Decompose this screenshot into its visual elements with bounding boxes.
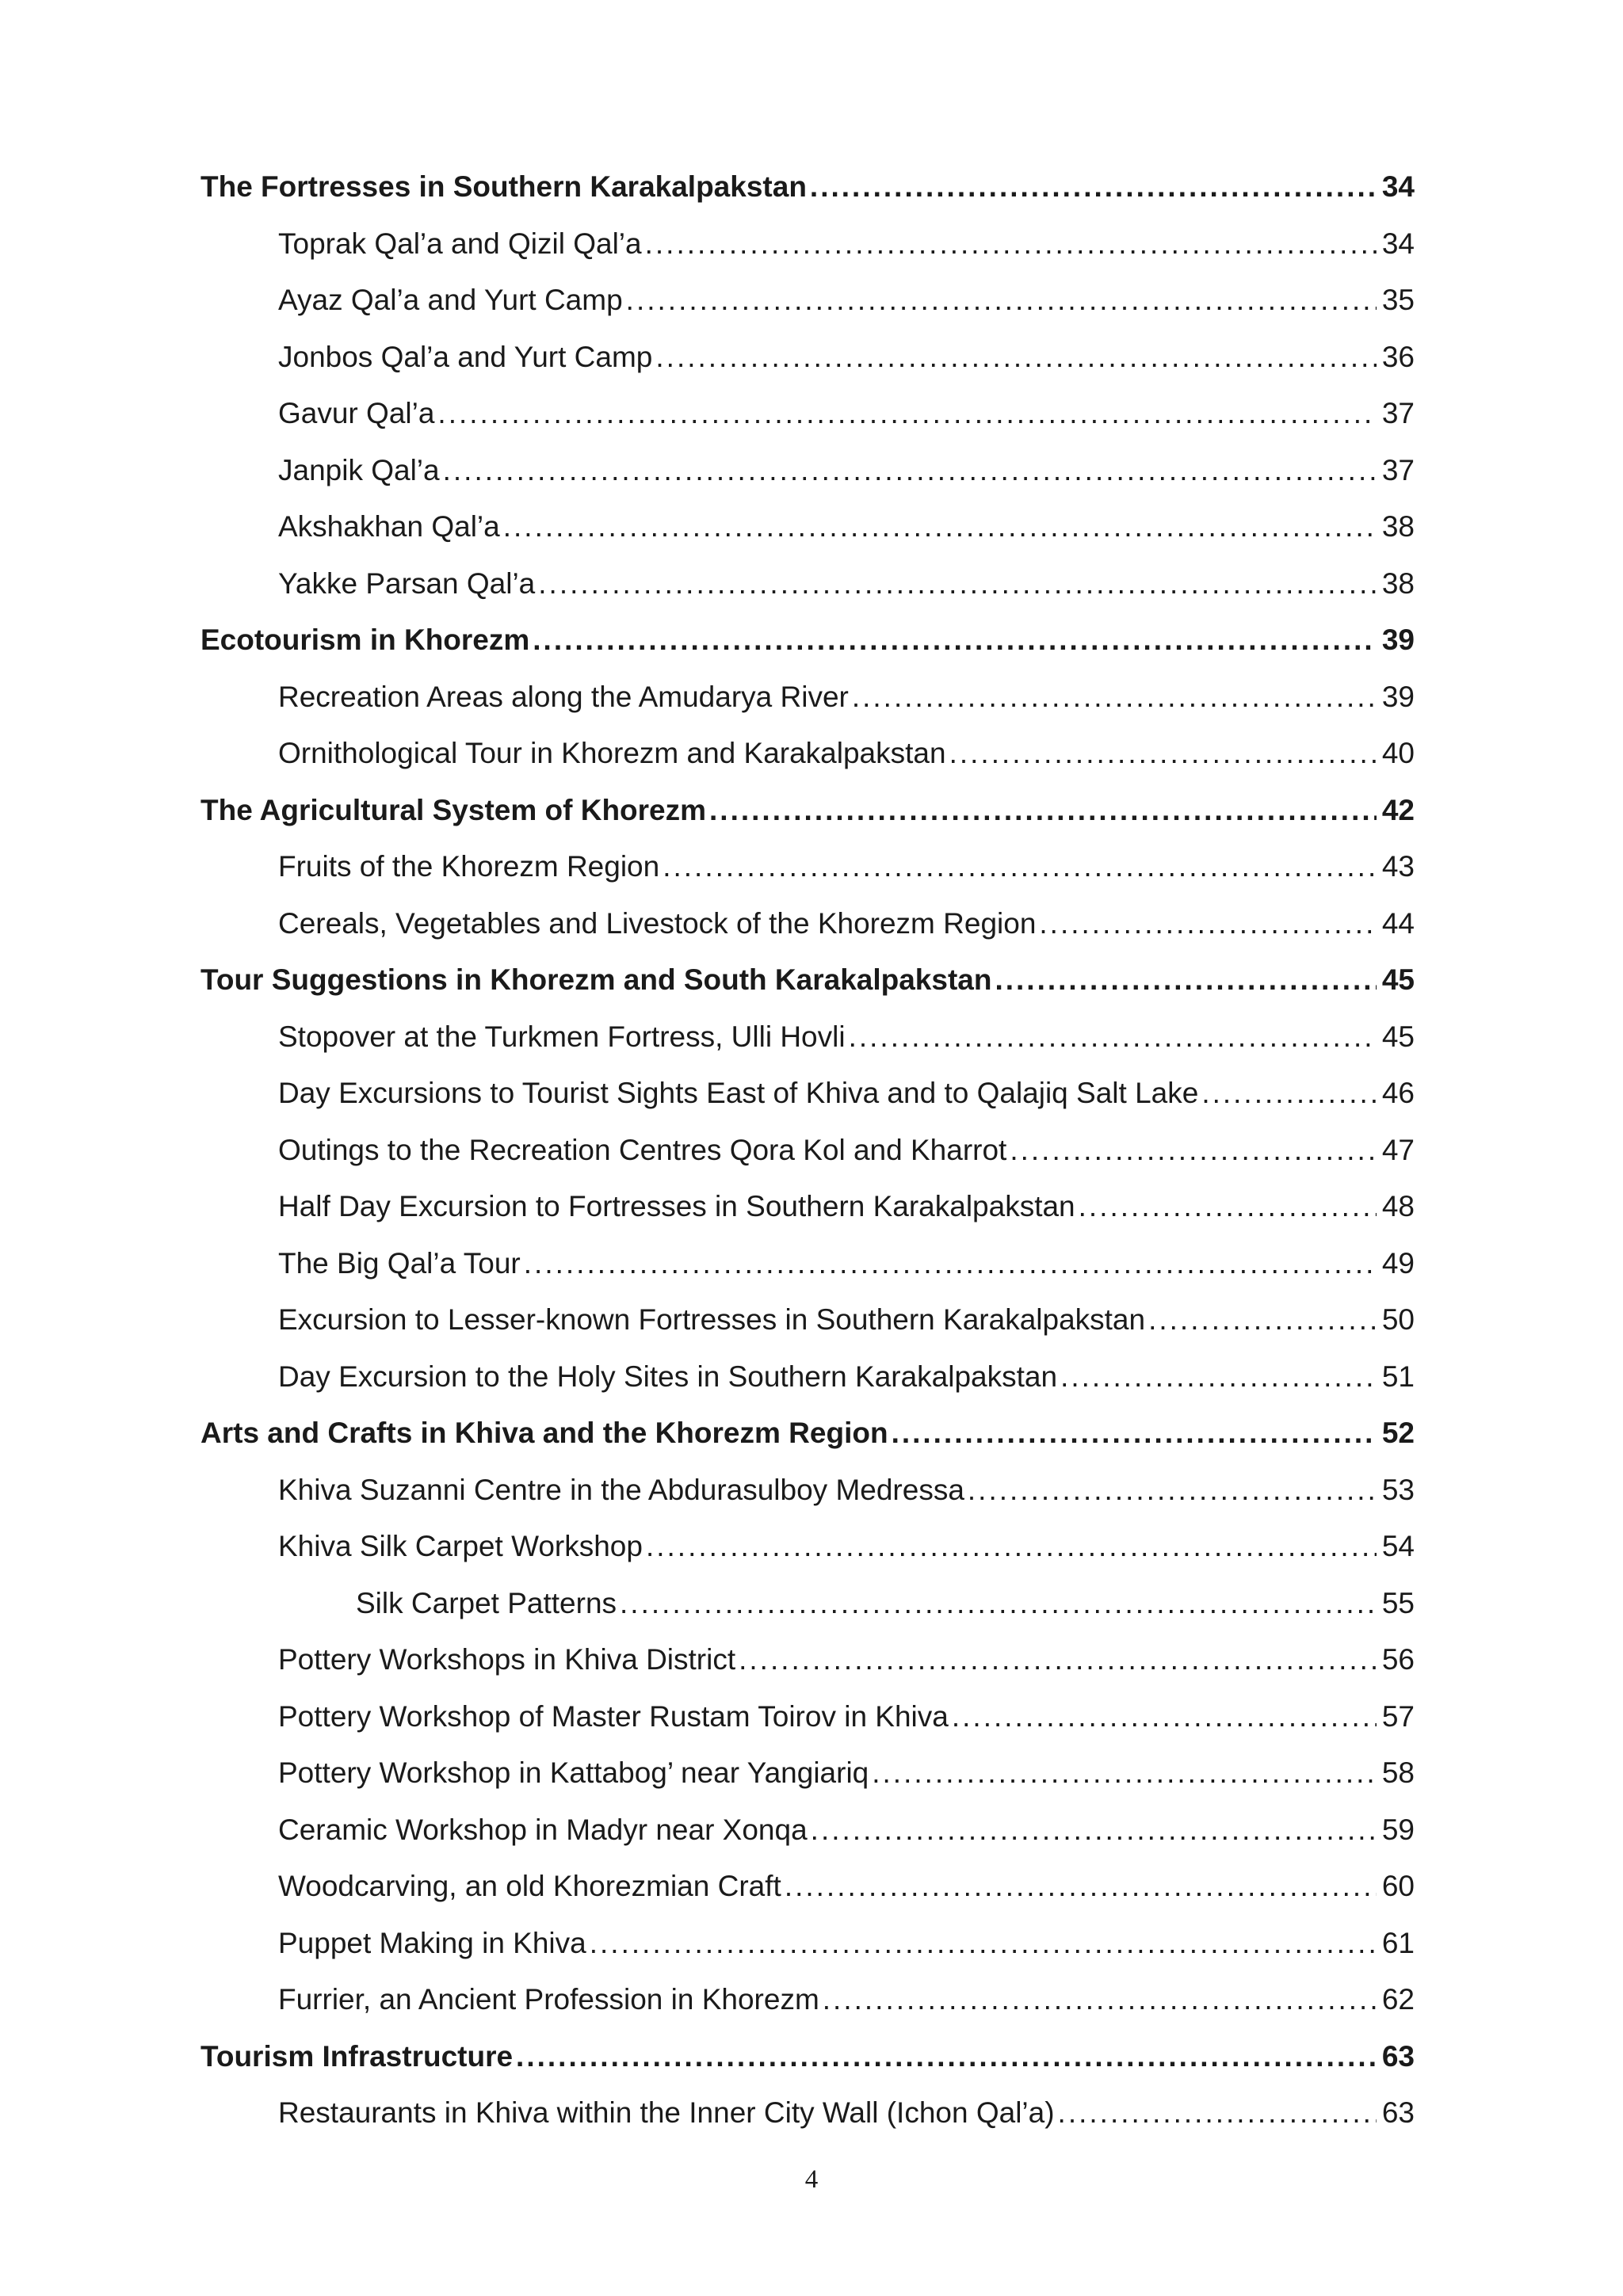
toc-dot-leader: [995, 952, 1377, 1009]
toc-dot-leader: [1060, 1348, 1377, 1405]
toc-subsection-entry: [200, 1858, 1415, 1915]
toc-entry-page: 60: [1381, 1870, 1415, 1902]
toc-entry-page: 49: [1381, 1246, 1415, 1280]
toc-entry-page: 45: [1381, 963, 1415, 996]
toc-subsection-entry: [200, 725, 1415, 782]
toc-entry-title: The Agricultural System of Khorezm: [200, 793, 707, 826]
toc-entry-page: 56: [1381, 1643, 1415, 1676]
toc-entry-title: Half Day Excursion to Fortresses in Southern Karakalpakstan: [278, 1190, 1075, 1222]
toc-entry-page: 43: [1381, 850, 1415, 883]
toc-section-entry: [200, 158, 1415, 215]
toc-subsection-entry: [200, 1122, 1415, 1179]
toc-entry-title: Outings to the Recreation Centres Qora Kol and Kharrot: [278, 1133, 1007, 1166]
toc-dot-leader: [1201, 1065, 1377, 1122]
toc-subsection-entry: [200, 895, 1415, 952]
toc-entry-title: Stopover at the Turkmen Fortress, Ulli Hovli: [278, 1020, 846, 1053]
toc-entry-page: 48: [1381, 1190, 1415, 1222]
toc-entry-page: 63: [1381, 2096, 1415, 2129]
toc-entry-page: 36: [1381, 340, 1415, 373]
toc-dot-leader: [663, 838, 1377, 895]
toc-subsection-entry: [200, 838, 1415, 895]
toc-entry-title: The Fortresses in Southern Karakalpakstan: [200, 170, 807, 203]
toc-dot-leader: [739, 1631, 1377, 1688]
toc-dot-leader: [1079, 1178, 1377, 1235]
toc-entry-page: 62: [1381, 1983, 1415, 2016]
toc-entry-title: Day Excursion to the Holy Sites in Southern Karakalpakstan: [278, 1360, 1058, 1393]
toc-entry-title: Tourism Infrastructure: [200, 2039, 514, 2073]
toc-section-entry: [200, 1405, 1415, 1462]
toc-dot-leader: [968, 1462, 1377, 1519]
toc-dot-leader: [823, 1971, 1377, 2028]
toc-subsection-entry: [200, 669, 1415, 726]
toc-entry-title: Akshakhan Qal’a: [278, 510, 500, 543]
toc-dot-leader: [620, 1575, 1377, 1632]
toc-entry-page: 35: [1381, 284, 1415, 316]
toc-entry-page: 38: [1381, 510, 1415, 543]
toc-subsection-entry: [200, 498, 1415, 555]
toc-entry-page: 34: [1381, 227, 1415, 260]
toc-dot-leader: [1010, 1122, 1377, 1179]
toc-entry-page: 44: [1381, 906, 1415, 940]
toc-subsection-entry: [200, 1291, 1415, 1348]
toc-entry-page: 52: [1381, 1417, 1415, 1449]
toc-entry-title: Silk Carpet Patterns: [356, 1586, 617, 1619]
toc-entry-title: Pottery Workshop in Kattabog’ near Yangiariq: [278, 1756, 869, 1789]
toc-subsection-entry: [200, 442, 1415, 499]
toc-dot-leader: [645, 215, 1377, 273]
toc-entry-page: 51: [1381, 1360, 1415, 1393]
toc-entry-title: Tour Suggestions in Khorezm and South Karakalpakstan: [200, 963, 992, 996]
toc-subsection-entry: [200, 1971, 1415, 2028]
toc-entry-title: Pottery Workshop of Master Rustam Toirov in Khiva: [278, 1699, 949, 1733]
toc-entry-title: Woodcarving, an old Khorezmian Craft: [278, 1870, 781, 1902]
toc-entry-title: Furrier, an Ancient Profession in Khorezm: [278, 1983, 819, 2016]
toc-dot-leader: [1058, 2084, 1377, 2142]
toc-entry-page: 38: [1381, 566, 1415, 600]
toc-section-entry: [200, 952, 1415, 1009]
toc-subsection-entry: [200, 555, 1415, 612]
toc-entry-page: 40: [1381, 737, 1415, 769]
toc-entry-page: 37: [1381, 397, 1415, 429]
toc-entry-title: Excursion to Lesser-known Fortresses in Southern Karakalpakstan: [278, 1303, 1146, 1336]
toc-entry-page: 63: [1381, 2039, 1415, 2073]
toc-dot-leader: [852, 669, 1377, 726]
toc-entry-title: Day Excursions to Tourist Sights East of Khiva and to Qalajiq Salt Lake: [278, 1077, 1199, 1109]
toc-subsection-entry: [200, 1745, 1415, 1802]
toc-dot-leader: [524, 1235, 1377, 1292]
toc-entry-page: 37: [1381, 453, 1415, 486]
toc-entry-title: Puppet Making in Khiva: [278, 1926, 586, 1959]
toc-dot-leader: [437, 385, 1377, 442]
toc-entry-page: 46: [1381, 1077, 1415, 1109]
toc-entry-page: 39: [1381, 680, 1415, 713]
toc-dot-leader: [811, 1802, 1377, 1859]
toc-dot-leader: [785, 1858, 1377, 1915]
toc-dot-leader: [892, 1405, 1377, 1462]
toc-subsection-entry: [200, 329, 1415, 386]
toc-entry-page: 42: [1381, 793, 1415, 826]
toc-entry-title: Pottery Workshops in Khiva District: [278, 1643, 736, 1676]
toc-subsection-entry: [200, 1802, 1415, 1859]
table-of-contents: [200, 158, 1415, 2142]
toc-dot-leader: [709, 782, 1377, 839]
toc-dot-leader: [503, 498, 1377, 555]
toc-subsection-entry: [200, 272, 1415, 329]
toc-dot-leader: [443, 442, 1377, 499]
toc-subsection-entry: [200, 1518, 1415, 1575]
toc-subsection-entry: [200, 1631, 1415, 1688]
toc-entry-page: 59: [1381, 1813, 1415, 1846]
toc-dot-leader: [849, 1009, 1377, 1066]
toc-dot-leader: [516, 2028, 1377, 2085]
toc-subsection-entry: [200, 1009, 1415, 1066]
toc-entry-title: Ecotourism in Khorezm: [200, 624, 530, 656]
toc-entry-title: Khiva Suzanni Centre in the Abdurasulboy Medressa: [278, 1473, 964, 1506]
page-number: 4: [804, 2165, 819, 2194]
toc-entry-title: Restaurants in Khiva within the Inner City Wall (Ichon Qal’a): [278, 2096, 1055, 2129]
toc-subsection-entry: [200, 2084, 1415, 2142]
toc-entry-title: Ceramic Workshop in Madyr near Xonqa: [278, 1813, 808, 1846]
toc-entry-page: 39: [1381, 624, 1415, 656]
toc-entry-title: Arts and Crafts in Khiva and the Khorezm Region: [200, 1417, 888, 1449]
toc-entry-title: Yakke Parsan Qal’a: [278, 566, 536, 600]
toc-dot-leader: [952, 1688, 1377, 1745]
toc-entry-page: 47: [1381, 1133, 1415, 1166]
toc-entry-page: 55: [1381, 1586, 1415, 1619]
toc-dot-leader: [1148, 1291, 1377, 1348]
toc-entry-page: 61: [1381, 1926, 1415, 1959]
toc-entry-page: 34: [1381, 170, 1415, 203]
toc-section-entry: [200, 2028, 1415, 2085]
toc-entry-title: Jonbos Qal’a and Yurt Camp: [278, 340, 653, 373]
toc-entry-title: Ornithological Tour in Khorezm and Karakalpakstan: [278, 737, 946, 769]
toc-subsection-entry: [200, 1462, 1415, 1519]
toc-section-entry: [200, 612, 1415, 669]
toc-subsection-entry: [200, 1348, 1415, 1405]
toc-dot-leader: [949, 725, 1377, 782]
toc-entry-page: 53: [1381, 1473, 1415, 1506]
toc-dot-leader: [1039, 895, 1377, 952]
toc-entry-page: 54: [1381, 1530, 1415, 1562]
toc-entry-page: 50: [1381, 1303, 1415, 1336]
toc-dot-leader: [646, 1518, 1377, 1575]
toc-dot-leader: [590, 1915, 1377, 1972]
toc-entry-title: Gavur Qal’a: [278, 397, 435, 429]
toc-subsection-entry: [200, 1065, 1415, 1122]
toc-entry-title: Khiva Silk Carpet Workshop: [278, 1530, 643, 1562]
toc-dot-leader: [533, 612, 1377, 669]
toc-subsection-entry: [200, 1688, 1415, 1745]
toc-entry-title: Recreation Areas along the Amudarya River: [278, 680, 849, 713]
toc-entry-title: Janpik Qal’a: [278, 453, 440, 486]
toc-entry-page: 57: [1381, 1699, 1415, 1733]
toc-dot-leader: [810, 158, 1377, 215]
toc-entry-title: The Big Qal’a Tour: [278, 1246, 521, 1280]
toc-entry-title: Toprak Qal’a and Qizil Qal’a: [278, 227, 642, 260]
toc-subsection-entry: [200, 1915, 1415, 1972]
toc-subsection-entry: [200, 215, 1415, 273]
toc-subsubsection-entry: [200, 1575, 1415, 1632]
toc-dot-leader: [872, 1745, 1377, 1802]
toc-entry-title: Ayaz Qal’a and Yurt Camp: [278, 284, 623, 316]
toc-entry-page: 45: [1381, 1020, 1415, 1053]
toc-entry-page: 58: [1381, 1756, 1415, 1789]
toc-dot-leader: [655, 329, 1377, 386]
toc-dot-leader: [626, 272, 1377, 329]
toc-subsection-entry: [200, 385, 1415, 442]
toc-subsection-entry: [200, 1235, 1415, 1292]
toc-subsection-entry: [200, 1178, 1415, 1235]
toc-entry-title: Fruits of the Khorezm Region: [278, 850, 660, 883]
toc-entry-title: Cereals, Vegetables and Livestock of the Khorezm Region: [278, 906, 1037, 940]
toc-section-entry: [200, 782, 1415, 839]
toc-dot-leader: [538, 555, 1377, 612]
